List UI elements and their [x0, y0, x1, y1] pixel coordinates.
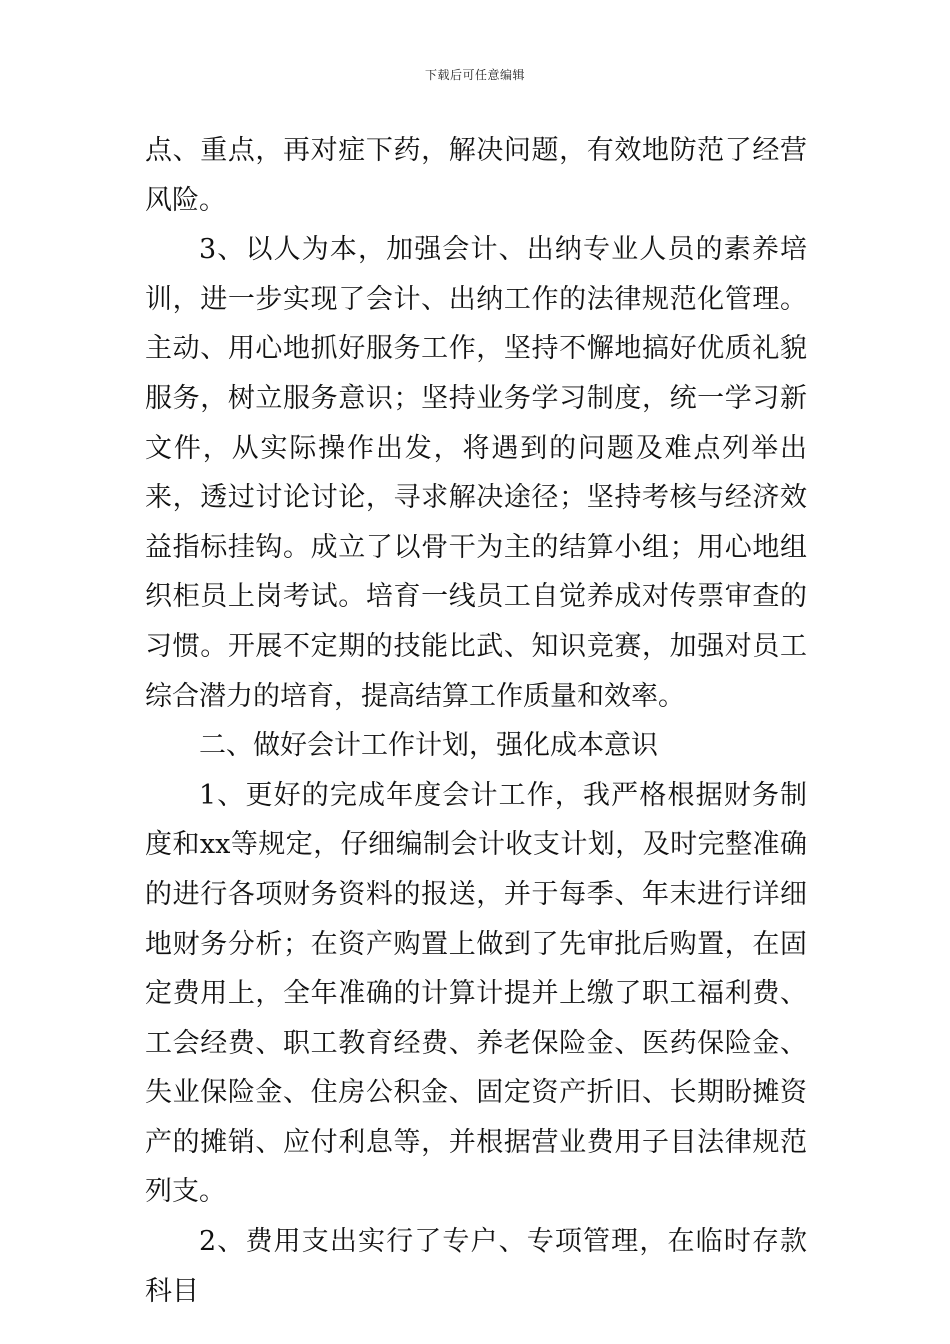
paragraph-item-3: 3、以人为本，加强会计、出纳专业人员的素养培训，进一步实现了会计、出纳工作的法律规范化管理。主动、用心地抓好服务工作，坚持不懈地搞好优质礼貌服务，树立服务意识；坚持业务学习制度，统一学习新文件，从实际操作出发，将遇到的问题及难点列举出来，透过讨论讨论，寻求解决途径；坚持考核与经济效益指标挂钩。成立了以骨干为主的结算小组；用心地组织柜员上岗考试。培育一线员工自觉养成对传票审查的习惯。开展不定期的技能比武、知识竞赛，加强对员工综合潜力的培育，提高结算工作质量和效率。	[145, 234, 807, 712]
section-heading-2: 二、做好会计工作计划，强化成本意识	[199, 730, 658, 762]
document-body	[145, 126, 807, 1316]
page-header: 下载后可任意编辑	[424, 68, 525, 82]
paragraph-item-2: 2、费用支出实行了专户、专项管理，在临时存款科目	[145, 1226, 807, 1307]
paragraph-item-1: 1、更好的完成年度会计工作，我严格根据财务制度和xx等规定，仔细编制会计收支计划，及时完整准确的进行各项财务资料的报送，并于每季、年末进行详细地财务分析；在资产购置上做到了先审批后购置，在固定费用上，全年准确的计算计提并上缴了职工福利费、工会经费、职工教育经费、养老保险金、医药保险金、失业保险金、住房公积金、固定资产折旧、长期盼摊资产的摊销、应付利息等，并根据营业费用子目法律规范列支。	[145, 779, 807, 1208]
paragraph-continuation: 点、重点，再对症下药，解决问题，有效地防范了经营风险。	[145, 135, 807, 216]
